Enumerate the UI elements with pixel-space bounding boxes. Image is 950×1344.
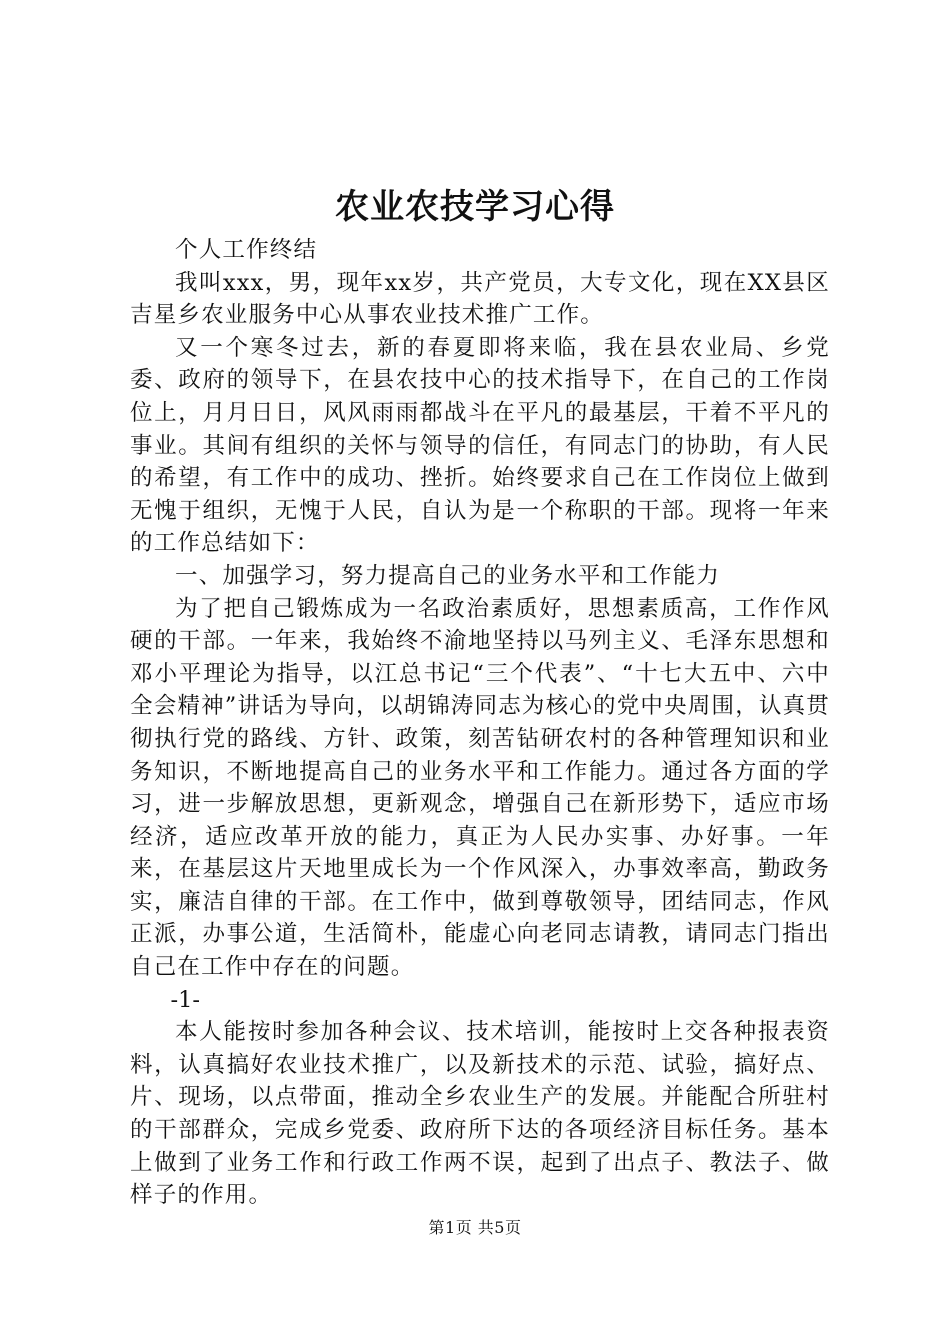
section-heading: 一、加强学习，努力提高自己的业务水平和工作能力 [175,562,721,589]
paragraph-study: 为了把自己锻炼成为一名政治素质好，思想素质高，工作作风硬的干部。一年来，我始终不渝地坚持以马列主义、毛泽东思想和邓小平理论为指导，以江总书记“三个代表”、“十七大五中、六中全会精神”讲话为导向，以胡锦涛同志为核心的党中央周围，认真贯彻执行党的路线、方针、政策，刻苦钻研农村的各种管理知识和业务知识，不断地提高自己的业务水平和工作能力。通过各方面的学习，进一步解放思想，更新观念，增强自己在新形势下，适应市场经济，适应改革开放的能力，真正为人民办实事、办好事。一年来，在基层这片天地里成长为一个作风深入，办事效率高，勤政务实，廉洁自律的干部。在工作中，做到尊敬领导，团结同志，作风正派，办事公道，生活简朴，能虚心向老同志请教，请同志门指出自己在工作中存在的问题。 [130,595,831,981]
paragraph-intro: 我叫xxx，男，现年xx岁，共产党员，大专文化，现在XX县区吉星乡农业服务中心从事农业技术推广工作。 [130,269,830,329]
page-footer: 第1页 共5页 [428,1218,522,1237]
document-body [130,234,830,1212]
inline-page-marker: -1- [170,986,201,1013]
paragraph-overview: 又一个寒冬过去，新的春夏即将来临，我在县农业局、乡党委、政府的领导下，在县农技中心的技术指导下，在自己的工作岗位上，月月日日，风风雨雨都战斗在平凡的最基层，干着不平凡的事业。其间有组织的关怀与领导的信任，有同志门的协助，有人民的希望，有工作中的成功、挫折。始终要求自己在工作岗位上做到无愧于组织，无愧于人民，自认为是一个称职的干部。现将一年来的工作总结如下： [130,334,830,557]
paragraph-work: 本人能按时参加各种会议、技术培训，能按时上交各种报表资料，认真搞好农业技术推广，以及新技术的示范、试验，搞好点、片、现场，以点带面，推动全乡农业生产的发展。并能配合所驻村的干部群众，完成乡党委、政府所下达的各项经济目标任务。基本上做到了业务工作和行政工作两不误，起到了出点子、教法子、做样子的作用。 [130,1019,830,1209]
document-title: 农业农技学习心得 [335,187,615,227]
section-label: 个人工作终结 [175,237,318,263]
